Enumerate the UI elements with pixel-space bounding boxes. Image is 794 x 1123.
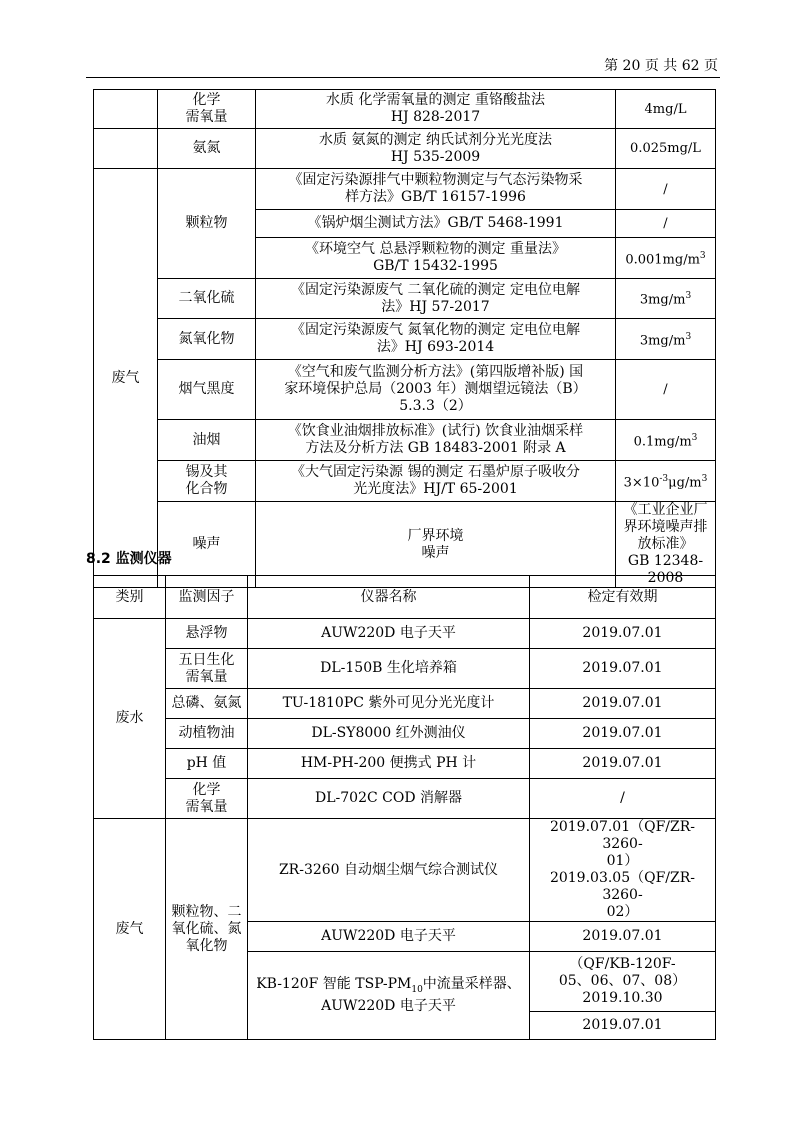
- header-instrument: 仪器名称: [248, 576, 530, 619]
- limit-unit: μg/m: [668, 475, 702, 491]
- factor-cell: 烟气黑度: [158, 360, 256, 420]
- method-cell: 《环境空气 总悬浮颗粒物的测定 重量法》 GB/T 15432-1995: [256, 238, 616, 279]
- table-header-row: [94, 576, 716, 619]
- header-factor: 监测因子: [166, 576, 248, 619]
- factor-cell: 颗粒物: [158, 169, 256, 279]
- page-header: [86, 57, 720, 78]
- table-row: [94, 169, 716, 210]
- header-category: 类别: [94, 576, 166, 619]
- factor-cell: 二氧化硫: [158, 279, 256, 319]
- method-cell: 《固定污染源废气 二氧化硫的测定 定电位电解 法》HJ 57-2017: [256, 279, 616, 319]
- method-cell: 《工业企业厂界环境噪声排放标准》 GB 12348-2008: [616, 502, 716, 588]
- method-cell: 《饮食业油烟排放标准》(试行) 饮食业油烟采样 方法及分析方法 GB 18483-2001 附录 A: [256, 420, 616, 461]
- instrument-cell: DL-150B 生化培养箱: [248, 649, 530, 689]
- validity-cell: 2019.07.01: [530, 749, 716, 779]
- limit-cell: 0.025mg/L: [616, 129, 716, 169]
- limit-cell: /: [616, 169, 716, 210]
- header-validity: 检定有效期: [530, 576, 716, 619]
- instrument-cell: AUW220D 电子天平: [248, 922, 530, 952]
- table-row: [94, 689, 716, 719]
- factor-cell: 厂界环境 噪声: [256, 502, 616, 588]
- validity-cell: 2019.07.01: [530, 922, 716, 952]
- limit-exponent: 3: [691, 432, 698, 443]
- category-cell: [94, 90, 158, 129]
- factor-cell: 悬浮物: [166, 619, 248, 649]
- method-cell: 水质 氨氮的测定 纳氏试剂分光光度法 HJ 535-2009: [256, 129, 616, 169]
- limit-cell: [616, 420, 716, 461]
- instrument-cell: ZR-3260 自动烟尘烟气综合测试仪: [248, 819, 530, 922]
- limit-cell: [616, 238, 716, 279]
- instrument-cell: DL-702C COD 消解器: [248, 779, 530, 819]
- limit-exponent: 3: [685, 291, 692, 302]
- table-row: [94, 749, 716, 779]
- instrument-cell: AUW220D 电子天平: [248, 619, 530, 649]
- table-row: [94, 129, 716, 169]
- factor-cell: 氮氧化物: [158, 319, 256, 360]
- validity-cell: /: [530, 779, 716, 819]
- table-row: [94, 819, 716, 922]
- instrument-name: KB-120F 智能 TSP-PM: [256, 975, 412, 992]
- limit-exponent: -3: [659, 473, 669, 484]
- instrument-cell: HM-PH-200 便携式 PH 计: [248, 749, 530, 779]
- limit-cell: /: [616, 360, 716, 420]
- limit-value: 0.1mg/m: [633, 434, 692, 450]
- page-number: 第 20 页 共 62 页: [604, 58, 718, 74]
- table-row: [94, 461, 716, 502]
- table-row: [94, 420, 716, 461]
- table-row: [94, 649, 716, 689]
- section-title: 8.2 监测仪器: [86, 551, 172, 567]
- method-cell: 《固定污染源废气 氮氧化物的测定 定电位电解 法》HJ 693-2014: [256, 319, 616, 360]
- table-row: [94, 279, 716, 319]
- limit-exponent: 3: [685, 331, 692, 342]
- category-cell: 废气: [94, 819, 166, 1040]
- instrument-name-rest: 中流量采样器、 AUW220D 电子天平: [321, 975, 521, 1015]
- instrument-table: [93, 575, 716, 1040]
- category-cell: [94, 129, 158, 169]
- method-table: [93, 89, 716, 588]
- table-row: [94, 779, 716, 819]
- category-cell: 噪声: [158, 502, 256, 588]
- validity-cell: 2019.07.01: [530, 1012, 716, 1040]
- factor-cell: 氨氮: [158, 129, 256, 169]
- limit-cell: [616, 279, 716, 319]
- method-cell: 《空气和废气监测分析方法》(第四版增补版) 国 家环境保护总局（2003 年）测烟望远镜法（B） 5.3.3（2）: [256, 360, 616, 420]
- validity-cell: 2019.07.01: [530, 619, 716, 649]
- instrument-cell: [248, 952, 530, 1040]
- method-cell: 《大气固定污染源 锡的测定 石墨炉原子吸收分 光光度法》HJ/T 65-2001: [256, 461, 616, 502]
- method-cell: 水质 化学需氧量的测定 重铬酸盐法 HJ 828-2017: [256, 90, 616, 129]
- category-cell: 废水: [94, 619, 166, 819]
- limit-value: 3mg/m: [639, 292, 686, 308]
- instrument-cell: TU-1810PC 紫外可见分光光度计: [248, 689, 530, 719]
- table-row: [94, 90, 716, 129]
- limit-prefix: 3×10: [623, 475, 660, 491]
- method-cell: 《固定污染源排气中颗粒物测定与气态污染物采 样方法》GB/T 16157-1996: [256, 169, 616, 210]
- factor-cell: 化学 需氧量: [158, 90, 256, 129]
- limit-unit-exponent: 3: [701, 473, 708, 484]
- limit-cell: [616, 319, 716, 360]
- validity-cell: （QF/KB-120F- 05、06、07、08） 2019.10.30: [530, 952, 716, 1012]
- table-row: [94, 719, 716, 749]
- table-row: [94, 319, 716, 360]
- factor-cell: 锡及其 化合物: [158, 461, 256, 502]
- limit-value: 3mg/m: [639, 333, 686, 349]
- limit-value: 0.001mg/m: [625, 252, 700, 268]
- limit-cell: 4mg/L: [616, 90, 716, 129]
- factor-cell: 化学 需氧量: [166, 779, 248, 819]
- factor-cell: 总磷、氨氮: [166, 689, 248, 719]
- factor-cell: 颗粒物、二 氧化硫、氮 氧化物: [166, 819, 248, 1040]
- validity-cell: 2019.07.01: [530, 649, 716, 689]
- validity-cell: 2019.07.01（QF/ZR-3260- 01） 2019.03.05（QF/ZR-3260- 02）: [530, 819, 716, 922]
- limit-cell: /: [616, 210, 716, 238]
- validity-cell: 2019.07.01: [530, 689, 716, 719]
- limit-exponent: 3: [699, 250, 706, 261]
- method-cell: 《锅炉烟尘测试方法》GB/T 5468-1991: [256, 210, 616, 238]
- limit-cell: [616, 461, 716, 502]
- factor-cell: 动植物油: [166, 719, 248, 749]
- factor-cell: 油烟: [158, 420, 256, 461]
- table-row: [94, 619, 716, 649]
- factor-cell: 五日生化 需氧量: [166, 649, 248, 689]
- factor-cell: pH 值: [166, 749, 248, 779]
- table-row: [94, 360, 716, 420]
- category-cell: 废气: [94, 169, 158, 588]
- instrument-subscript: 10: [411, 984, 423, 995]
- instrument-cell: DL-SY8000 红外测油仪: [248, 719, 530, 749]
- validity-cell: 2019.07.01: [530, 719, 716, 749]
